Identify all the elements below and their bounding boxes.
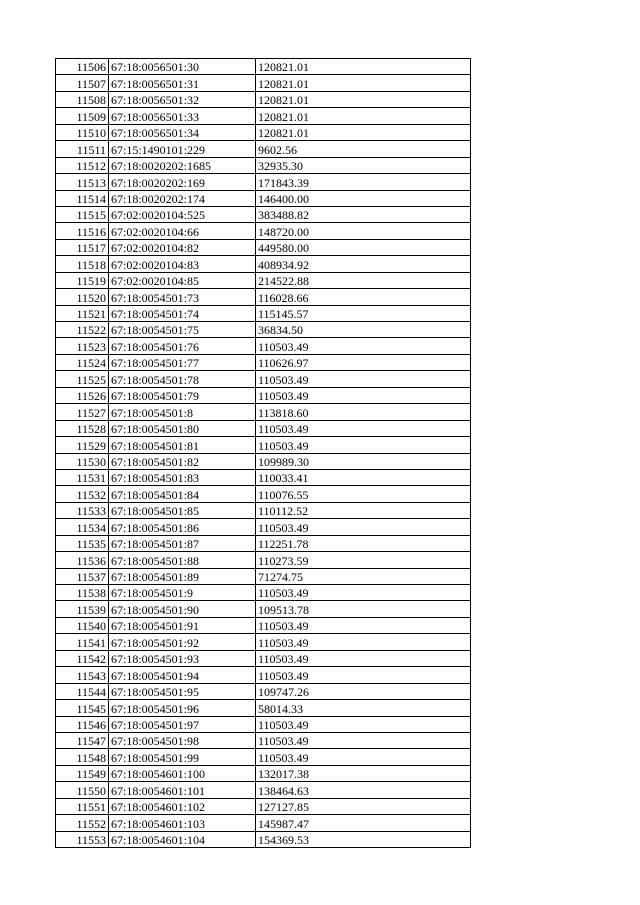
cadastral-number-cell: 67:18:0054501:97 <box>109 716 256 732</box>
cadastral-number-cell: 67:02:0020104:83 <box>109 256 256 272</box>
table-row <box>56 568 471 584</box>
cadastral-value-cell: 127127.85 <box>256 798 471 814</box>
cadastral-value-cell: 58014.33 <box>256 700 471 716</box>
table-row <box>56 716 471 732</box>
row-number-cell: 11551 <box>56 798 109 814</box>
row-number-cell: 11530 <box>56 453 109 469</box>
table-body <box>56 59 471 848</box>
cadastral-number-cell: 67:18:0054501:82 <box>109 453 256 469</box>
cadastral-number-cell: 67:18:0054501:86 <box>109 519 256 535</box>
table-row <box>56 190 471 206</box>
table-row <box>56 387 471 403</box>
cadastral-number-cell: 67:18:0054501:98 <box>109 732 256 748</box>
table-row <box>56 256 471 272</box>
cadastral-number-cell: 67:18:0054501:94 <box>109 667 256 683</box>
row-number-cell: 11542 <box>56 650 109 666</box>
table-row <box>56 108 471 124</box>
cadastral-value-cell: 145987.47 <box>256 815 471 831</box>
cadastral-value-cell: 171843.39 <box>256 174 471 190</box>
row-number-cell: 11522 <box>56 322 109 338</box>
cadastral-value-cell: 110503.49 <box>256 437 471 453</box>
row-number-cell: 11523 <box>56 338 109 354</box>
cadastral-value-cell: 109747.26 <box>256 683 471 699</box>
cadastral-value-cell: 110503.49 <box>256 420 471 436</box>
table-row <box>56 683 471 699</box>
row-number-cell: 11512 <box>56 157 109 173</box>
cadastral-value-cell: 110503.49 <box>256 732 471 748</box>
cadastral-value-cell: 110503.49 <box>256 338 471 354</box>
table-row <box>56 667 471 683</box>
row-number-cell: 11529 <box>56 437 109 453</box>
cadastral-value-cell: 113818.60 <box>256 404 471 420</box>
cadastral-number-cell: 67:02:0020104:82 <box>109 239 256 255</box>
table-row <box>56 831 471 847</box>
row-number-cell: 11541 <box>56 634 109 650</box>
table-row <box>56 700 471 716</box>
cadastral-number-cell: 67:18:0056501:31 <box>109 75 256 91</box>
table-row <box>56 519 471 535</box>
row-number-cell: 11532 <box>56 486 109 502</box>
cadastral-value-cell: 110503.49 <box>256 749 471 765</box>
row-number-cell: 11548 <box>56 749 109 765</box>
cadastral-value-cell: 120821.01 <box>256 91 471 107</box>
row-number-cell: 11508 <box>56 91 109 107</box>
table-row <box>56 239 471 255</box>
row-number-cell: 11516 <box>56 223 109 239</box>
cadastral-number-cell: 67:18:0054501:89 <box>109 568 256 584</box>
row-number-cell: 11521 <box>56 305 109 321</box>
table-row <box>56 223 471 239</box>
cadastral-number-cell: 67:18:0054501:76 <box>109 338 256 354</box>
row-number-cell: 11528 <box>56 420 109 436</box>
row-number-cell: 11544 <box>56 683 109 699</box>
table-row <box>56 749 471 765</box>
cadastral-number-cell: 67:02:0020104:85 <box>109 272 256 288</box>
cadastral-value-cell: 109513.78 <box>256 601 471 617</box>
cadastral-value-cell: 109989.30 <box>256 453 471 469</box>
row-number-cell: 11536 <box>56 552 109 568</box>
cadastral-value-cell: 214522.88 <box>256 272 471 288</box>
row-number-cell: 11517 <box>56 239 109 255</box>
row-number-cell: 11535 <box>56 535 109 551</box>
table-row <box>56 732 471 748</box>
cadastral-number-cell: 67:18:0054501:74 <box>109 305 256 321</box>
cadastral-value-cell: 112251.78 <box>256 535 471 551</box>
row-number-cell: 11539 <box>56 601 109 617</box>
row-number-cell: 11550 <box>56 782 109 798</box>
cadastral-number-cell: 67:18:0054501:81 <box>109 437 256 453</box>
cadastral-value-cell: 120821.01 <box>256 124 471 140</box>
table-row <box>56 585 471 601</box>
cadastral-number-cell: 67:18:0054501:88 <box>109 552 256 568</box>
cadastral-number-cell: 67:18:0054501:80 <box>109 420 256 436</box>
cadastral-value-cell: 71274.75 <box>256 568 471 584</box>
cadastral-value-cell: 146400.00 <box>256 190 471 206</box>
cadastral-value-cell: 383488.82 <box>256 206 471 222</box>
cadastral-value-cell: 132017.38 <box>256 765 471 781</box>
cadastral-number-cell: 67:18:0054501:9 <box>109 585 256 601</box>
cadastral-number-cell: 67:18:0054501:85 <box>109 502 256 518</box>
row-number-cell: 11511 <box>56 141 109 157</box>
row-number-cell: 11520 <box>56 289 109 305</box>
table-row <box>56 502 471 518</box>
table-row <box>56 206 471 222</box>
cadastral-value-cell: 9602.56 <box>256 141 471 157</box>
row-number-cell: 11546 <box>56 716 109 732</box>
cadastral-number-cell: 67:18:0020202:169 <box>109 174 256 190</box>
row-number-cell: 11525 <box>56 371 109 387</box>
row-number-cell: 11543 <box>56 667 109 683</box>
cadastral-number-cell: 67:18:0054501:91 <box>109 617 256 633</box>
table-row <box>56 59 471 75</box>
table-row <box>56 289 471 305</box>
table-row <box>56 354 471 370</box>
cadastral-number-cell: 67:18:0054501:90 <box>109 601 256 617</box>
cadastral-number-cell: 67:02:0020104:525 <box>109 206 256 222</box>
cadastral-number-cell: 67:18:0054501:87 <box>109 535 256 551</box>
cadastral-number-cell: 67:18:0054501:83 <box>109 469 256 485</box>
cadastral-value-cell: 115145.57 <box>256 305 471 321</box>
row-number-cell: 11509 <box>56 108 109 124</box>
cadastral-value-cell: 110033.41 <box>256 469 471 485</box>
cadastral-number-cell: 67:18:0054501:96 <box>109 700 256 716</box>
cadastral-number-cell: 67:18:0054601:104 <box>109 831 256 847</box>
cadastral-value-cell: 148720.00 <box>256 223 471 239</box>
table-row <box>56 420 471 436</box>
cadastral-value-cell: 116028.66 <box>256 289 471 305</box>
cadastral-number-cell: 67:18:0054501:93 <box>109 650 256 666</box>
cadastral-value-cell: 110273.59 <box>256 552 471 568</box>
cadastral-number-cell: 67:18:0056501:32 <box>109 91 256 107</box>
table-row <box>56 453 471 469</box>
table-row <box>56 157 471 173</box>
row-number-cell: 11552 <box>56 815 109 831</box>
cadastral-number-cell: 67:18:0054601:100 <box>109 765 256 781</box>
table-row <box>56 174 471 190</box>
cadastral-value-cell: 120821.01 <box>256 75 471 91</box>
cadastral-value-cell: 36834.50 <box>256 322 471 338</box>
row-number-cell: 11531 <box>56 469 109 485</box>
cadastral-value-cell: 110112.52 <box>256 502 471 518</box>
cadastral-value-cell: 110503.49 <box>256 650 471 666</box>
cadastral-value-cell: 138464.63 <box>256 782 471 798</box>
table-row <box>56 338 471 354</box>
row-number-cell: 11553 <box>56 831 109 847</box>
row-number-cell: 11507 <box>56 75 109 91</box>
cadastral-number-cell: 67:18:0054501:99 <box>109 749 256 765</box>
row-number-cell: 11534 <box>56 519 109 535</box>
cadastral-value-cell: 110503.49 <box>256 617 471 633</box>
cadastral-number-cell: 67:18:0054501:78 <box>109 371 256 387</box>
cadastral-number-cell: 67:18:0020202:174 <box>109 190 256 206</box>
table-row <box>56 437 471 453</box>
table-row <box>56 634 471 650</box>
table-row <box>56 305 471 321</box>
cadastral-value-cell: 120821.01 <box>256 108 471 124</box>
cadastral-value-cell: 408934.92 <box>256 256 471 272</box>
row-number-cell: 11519 <box>56 272 109 288</box>
cadastral-number-cell: 67:18:0054501:8 <box>109 404 256 420</box>
table-row <box>56 782 471 798</box>
cadastral-number-cell: 67:18:0054501:95 <box>109 683 256 699</box>
row-number-cell: 11518 <box>56 256 109 272</box>
row-number-cell: 11526 <box>56 387 109 403</box>
table-row <box>56 469 471 485</box>
cadastral-value-cell: 120821.01 <box>256 59 471 75</box>
cadastral-number-cell: 67:18:0054501:73 <box>109 289 256 305</box>
row-number-cell: 11510 <box>56 124 109 140</box>
table-row <box>56 404 471 420</box>
row-number-cell: 11506 <box>56 59 109 75</box>
table-row <box>56 322 471 338</box>
row-number-cell: 11533 <box>56 502 109 518</box>
cadastral-value-cell: 110503.49 <box>256 716 471 732</box>
cadastral-value-cell: 110503.49 <box>256 371 471 387</box>
cadastral-value-cell: 110076.55 <box>256 486 471 502</box>
cadastral-number-cell: 67:18:0020202:1685 <box>109 157 256 173</box>
table-row <box>56 124 471 140</box>
table-row <box>56 91 471 107</box>
cadastral-value-cell: 110626.97 <box>256 354 471 370</box>
table-row <box>56 141 471 157</box>
cadastral-number-cell: 67:18:0054501:79 <box>109 387 256 403</box>
cadastral-number-cell: 67:18:0054501:75 <box>109 322 256 338</box>
table-row <box>56 815 471 831</box>
cadastral-number-cell: 67:18:0056501:33 <box>109 108 256 124</box>
row-number-cell: 11513 <box>56 174 109 190</box>
table-row <box>56 552 471 568</box>
cadastral-number-cell: 67:18:0056501:30 <box>109 59 256 75</box>
cadastral-value-cell: 154369.53 <box>256 831 471 847</box>
row-number-cell: 11549 <box>56 765 109 781</box>
cadastral-value-cell: 449580.00 <box>256 239 471 255</box>
table-row <box>56 650 471 666</box>
row-number-cell: 11527 <box>56 404 109 420</box>
cadastral-value-cell: 32935.30 <box>256 157 471 173</box>
table-row <box>56 765 471 781</box>
table-row <box>56 272 471 288</box>
cadastral-value-cell: 110503.49 <box>256 667 471 683</box>
cadastral-number-cell: 67:18:0054601:103 <box>109 815 256 831</box>
cadastral-number-cell: 67:15:1490101:229 <box>109 141 256 157</box>
cadastral-value-cell: 110503.49 <box>256 585 471 601</box>
cadastral-number-cell: 67:18:0054601:101 <box>109 782 256 798</box>
cadastral-value-cell: 110503.49 <box>256 634 471 650</box>
row-number-cell: 11515 <box>56 206 109 222</box>
row-number-cell: 11524 <box>56 354 109 370</box>
row-number-cell: 11537 <box>56 568 109 584</box>
row-number-cell: 11545 <box>56 700 109 716</box>
row-number-cell: 11514 <box>56 190 109 206</box>
cadastral-value-cell: 110503.49 <box>256 387 471 403</box>
table-row <box>56 798 471 814</box>
row-number-cell: 11538 <box>56 585 109 601</box>
cadastral-number-cell: 67:18:0054501:92 <box>109 634 256 650</box>
table-row <box>56 371 471 387</box>
cadastral-number-cell: 67:02:0020104:66 <box>109 223 256 239</box>
table-row <box>56 535 471 551</box>
cadastral-number-cell: 67:18:0054501:77 <box>109 354 256 370</box>
cadastral-number-cell: 67:18:0056501:34 <box>109 124 256 140</box>
cadastral-number-cell: 67:18:0054501:84 <box>109 486 256 502</box>
table-row <box>56 601 471 617</box>
cadastral-value-cell: 110503.49 <box>256 519 471 535</box>
table-row <box>56 486 471 502</box>
cadastral-number-cell: 67:18:0054601:102 <box>109 798 256 814</box>
cadastral-value-table <box>55 58 471 848</box>
table-row <box>56 75 471 91</box>
table-row <box>56 617 471 633</box>
row-number-cell: 11540 <box>56 617 109 633</box>
row-number-cell: 11547 <box>56 732 109 748</box>
